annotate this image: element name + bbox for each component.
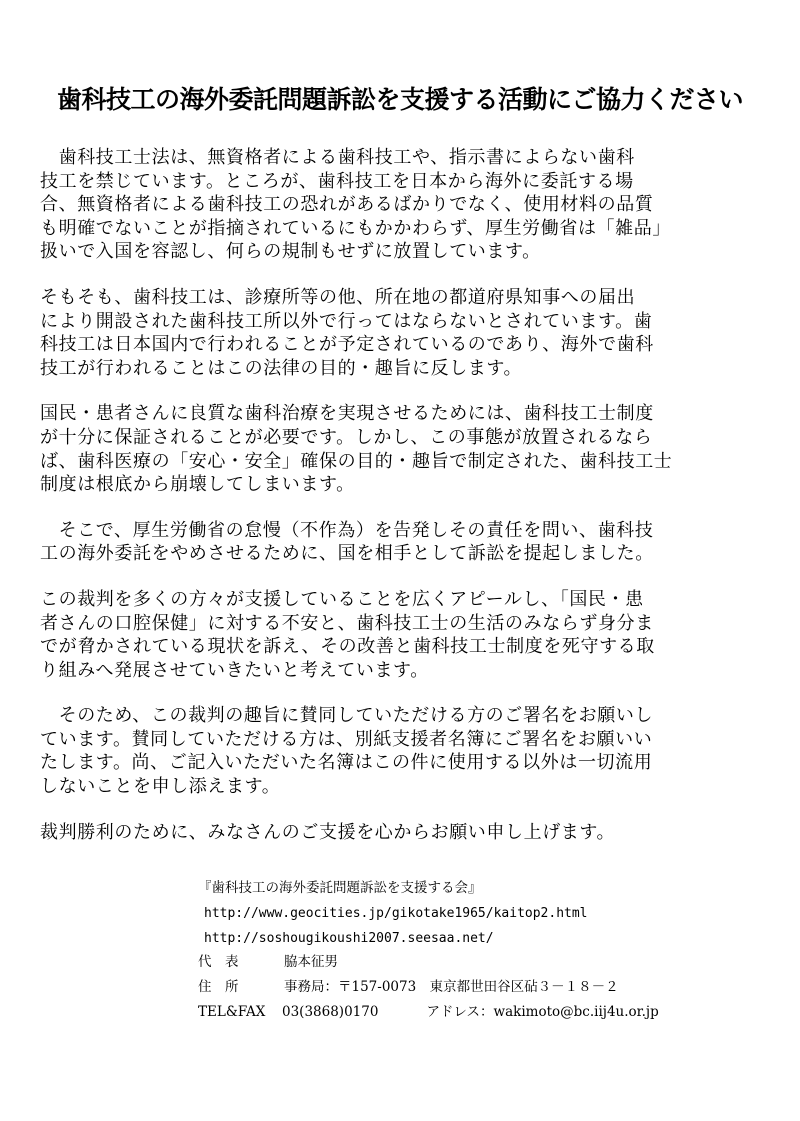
tel-fax-value: 03(3868)0170: [282, 1003, 379, 1020]
text-line: そもそも、歯科技工は、診療所等の他、所在地の都道府県知事への届出: [40, 286, 636, 308]
paragraph-3: [40, 402, 764, 496]
tel-fax-label: TEL&FAX: [198, 1003, 266, 1020]
contact-row: [198, 1000, 758, 1025]
text-line: 技工が行われることはこの法律の目的・趣旨に反します。: [40, 357, 523, 379]
text-line: 合、無資格者による歯科技工の恐れがあるばかりでなく、使用材料の品質: [40, 194, 654, 216]
text-line: も明確でないことが指摘されているにもかかわらず、厚生労働省は「雑品」: [40, 217, 671, 239]
address-label: 住 所: [198, 979, 239, 996]
text-line: が十分に保証されることが必要です。しかし、この事態が放置されるなら: [40, 426, 653, 448]
organization-footer: [198, 876, 758, 1025]
text-line: ば、歯科医療の「安心・安全」確保の目的・趣旨で制定された、歯科技工士: [40, 450, 673, 472]
paragraph-5: [40, 588, 764, 682]
text-line: により開設された歯科技工所以外で行ってはならないとされています。歯: [40, 310, 653, 332]
text-line: り組みへ発展させていきたいと考えています。: [40, 659, 429, 681]
text-line: 者さんの口腔保健」に対する不安と、歯科技工士の生活のみならず身分ま: [40, 612, 654, 634]
address-row: [198, 975, 758, 1000]
email-address[interactable]: wakimoto@bc.iij4u.or.jp: [493, 1003, 659, 1020]
website-url-2[interactable]: http://soshougikoushi2007.seesaa.net/: [204, 930, 494, 946]
text-line: 工の海外委託をやめさせるために、国を相手として訴訟を提起しました。: [40, 543, 654, 565]
paragraph-1: [40, 146, 764, 264]
text-line: この裁判を多くの方々が支援していることを広くアピールし、「国民・患: [40, 588, 644, 610]
text-line: そこで、厚生労働省の怠慢（不作為）を告発しその責任を問い、歯科技: [40, 519, 654, 541]
text-line: しないことを申し添えます。: [40, 776, 281, 798]
text-line: 裁判勝利のために、みなさんのご支援を心からお願い申し上げます。: [40, 821, 616, 843]
text-line: 国民・患者さんに良質な歯科治療を実現させるためには、歯科技工士制度: [40, 403, 654, 425]
url-row-2: [198, 926, 758, 951]
email-label: アドレス：: [426, 1003, 494, 1020]
paragraph-2: [40, 286, 764, 380]
text-line: でが脅かされている現状を訴え、その改善と歯科技工士制度を死守する取: [40, 636, 655, 658]
representative-label: 代 表: [198, 954, 239, 971]
website-url-1[interactable]: http://www.geocities.jp/gikotake1965/kaitop2.html: [204, 905, 588, 921]
paragraph-7: [40, 821, 764, 845]
text-line: 技工を禁じています。ところが、歯科技工を日本から海外に委託する場: [40, 170, 634, 192]
text-line: ています。賛同していただける方は、別紙支援者名簿にご署名をお願いい: [40, 728, 653, 750]
org-name: 『歯科技工の海外委託問題訴訟を支援する会』: [198, 880, 482, 896]
address-value: 事務局：〒157-0073 東京都世田谷区砧３－１８－２: [284, 979, 619, 996]
text-line: 扱いで入国を容認し、何らの規制もせずに放置しています。: [40, 241, 541, 263]
document-body: [40, 146, 764, 866]
page-title: 歯科技工の海外委託問題訴訟を支援する活動にご協力ください: [56, 85, 743, 114]
paragraph-4: [40, 519, 764, 566]
representative-name: 脇本征男: [284, 954, 338, 971]
text-line: そのため、この裁判の趣旨に賛同していただける方のご署名をお願いし: [40, 705, 654, 727]
text-line: 制度は根底から崩壊してしまいます。: [40, 474, 355, 496]
text-line: 科技工は日本国内で行われることが予定されているのであり、海外で歯科: [40, 334, 654, 356]
paragraph-6: [40, 704, 764, 798]
representative-row: [198, 950, 758, 975]
url-row-1: [198, 901, 758, 926]
text-line: 歯科技工士法は、無資格者による歯科技工や、指示書によらない歯科: [40, 147, 635, 168]
text-line: たします。尚、ご記入いただいた名簿はこの件に使用する以外は一切流用: [40, 752, 653, 774]
